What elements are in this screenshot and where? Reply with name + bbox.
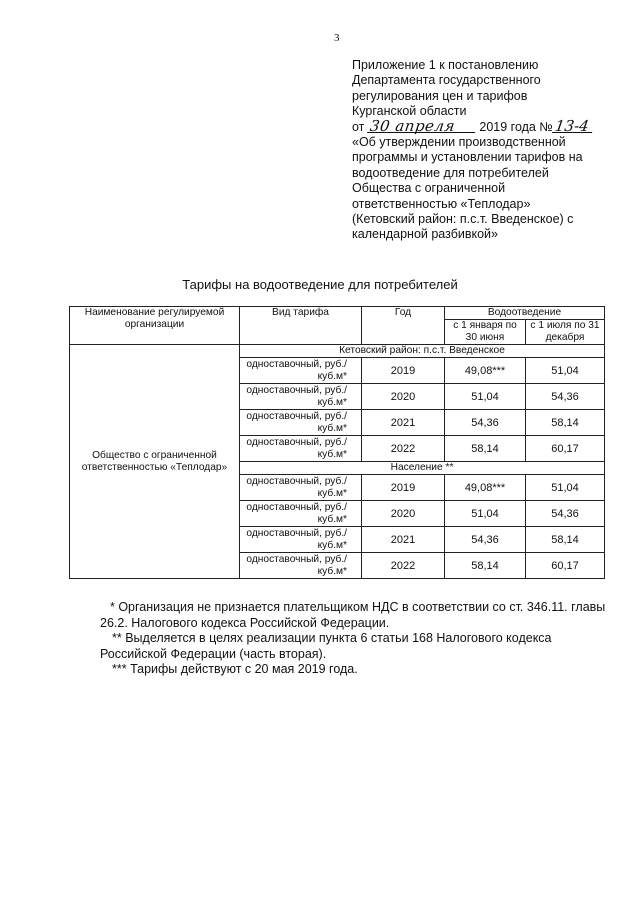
- tariff-type-cell: одноставочный, руб./куб.м*: [240, 527, 362, 553]
- annex-subject-line: водоотведение для потребителей: [352, 165, 549, 180]
- second-half-value: 51,04: [526, 475, 605, 501]
- year-cell: 2020: [362, 384, 445, 410]
- tariff-type-cell: одноставочный, руб./куб.м*: [240, 410, 362, 436]
- annex-subject-line: «Об утверждении производственной: [352, 135, 566, 150]
- first-half-value: 54,36: [445, 410, 526, 436]
- header-period-1: с 1 января по 30 июня: [445, 320, 526, 345]
- page-number: 3: [334, 32, 340, 44]
- annex-date-line: [352, 116, 612, 135]
- year-cell: 2021: [362, 410, 445, 436]
- first-half-value: 49,08***: [445, 475, 526, 501]
- handwritten-date: 30 апреля: [367, 120, 477, 133]
- tariff-type-cell: одноставочный, руб./куб.м*: [240, 384, 362, 410]
- second-half-value: 58,14: [526, 527, 605, 553]
- annex-subject-line: календарной разбивкой»: [352, 227, 498, 242]
- footnote-effective-date: *** Тарифы действуют с 20 мая 2019 года.: [112, 662, 358, 676]
- second-half-value: 51,04: [526, 358, 605, 384]
- from-prefix: от: [352, 119, 365, 134]
- first-half-value: 58,14: [445, 436, 526, 462]
- tariff-type-cell: одноставочный, руб./куб.м*: [240, 501, 362, 527]
- year-text: 2019 года №: [479, 119, 553, 134]
- second-half-value: 60,17: [526, 553, 605, 579]
- annex-subject-line: Общества с ограниченной: [352, 181, 506, 196]
- first-half-value: 54,36: [445, 527, 526, 553]
- year-cell: 2022: [362, 436, 445, 462]
- year-cell: 2022: [362, 553, 445, 579]
- footnote-vat: * Организация не признается плательщиком НДС в соответствии со ст. 346.11. главы 26.2. Налогового кодекса Российской Федерации.: [100, 600, 606, 630]
- year-cell: 2021: [362, 527, 445, 553]
- first-half-value: 49,08***: [445, 358, 526, 384]
- first-half-value: 51,04: [445, 384, 526, 410]
- year-cell: 2020: [362, 501, 445, 527]
- organization-cell: Общество с ограниченной ответственностью «Теплодар»: [70, 345, 240, 579]
- second-half-value: 60,17: [526, 436, 605, 462]
- footnotes: [100, 600, 612, 678]
- second-half-value: 54,36: [526, 501, 605, 527]
- header-org: Наименование регулируемой организации: [70, 307, 240, 345]
- annex-line: Департамента государственного: [352, 73, 541, 88]
- section-header: Кетовский район: п.с.т. Введенское: [240, 345, 605, 358]
- tariff-type-cell: одноставочный, руб./куб.м*: [240, 358, 362, 384]
- tariff-table-title: Тарифы на водоотведение для потребителей: [182, 277, 458, 292]
- annex-subject-line: (Кетовский район: п.с.т. Введенское) с: [352, 212, 574, 227]
- footnote-population: ** Выделяется в целях реализации пункта 6 статьи 168 Налогового кодекса Российской Федерации (часть вторая).: [100, 631, 552, 661]
- header-period-2: с 1 июля по 31 декабря: [526, 320, 605, 345]
- annex-line: Курганской области: [352, 104, 467, 119]
- header-service: Водоотведение: [445, 307, 605, 320]
- handwritten-number: 13-4: [552, 120, 594, 133]
- header-tariff-type: Вид тарифа: [240, 307, 362, 345]
- year-cell: 2019: [362, 358, 445, 384]
- annex-subject-line: ответственностью «Теплодар»: [352, 196, 531, 211]
- second-half-value: 58,14: [526, 410, 605, 436]
- annex-header: [352, 58, 612, 243]
- first-half-value: 51,04: [445, 501, 526, 527]
- section-header: Население **: [240, 462, 605, 475]
- tariff-table: [69, 306, 605, 579]
- second-half-value: 54,36: [526, 384, 605, 410]
- annex-line: регулирования цен и тарифов: [352, 88, 528, 103]
- tariff-type-cell: одноставочный, руб./куб.м*: [240, 475, 362, 501]
- tariff-type-cell: одноставочный, руб./куб.м*: [240, 436, 362, 462]
- header-year: Год: [362, 307, 445, 345]
- first-half-value: 58,14: [445, 553, 526, 579]
- year-cell: 2019: [362, 475, 445, 501]
- annex-subject-line: программы и установлении тарифов на: [352, 150, 583, 165]
- annex-line: Приложение 1 к постановлению: [352, 58, 539, 72]
- tariff-type-cell: одноставочный, руб./куб.м*: [240, 553, 362, 579]
